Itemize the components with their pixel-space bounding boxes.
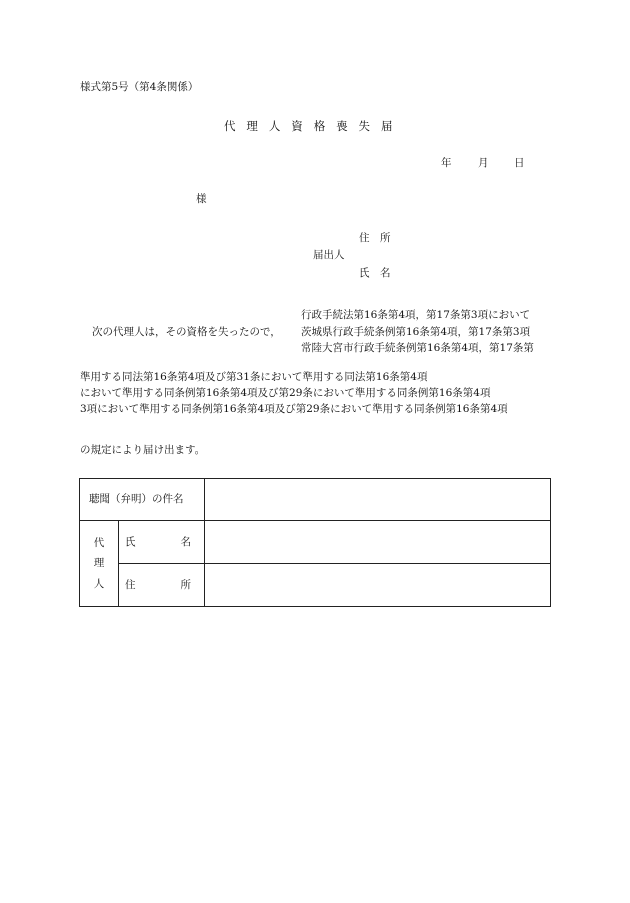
applicant-label: 届出人	[313, 249, 345, 261]
law-reference-line: 常陸大宮市行政手続条例第16条第4項，第17条第	[301, 342, 534, 354]
agent-name-field[interactable]	[205, 521, 551, 564]
form-number: 様式第5号（第4条関係）	[80, 81, 199, 93]
applicant-name-label: 氏 名	[359, 267, 391, 279]
agent-name-label: 氏 名	[119, 521, 205, 564]
hearing-subject-field[interactable]	[205, 479, 551, 521]
date-year-label: 年	[441, 157, 452, 169]
agent-address-label: 住 所	[119, 564, 205, 607]
agent-address-field[interactable]	[205, 564, 551, 607]
body-continuation-line: 3項において準用する同条例第16条第4項及び第29条において準用する同条例第16条第4項	[80, 403, 508, 415]
law-reference-line: 茨城県行政手続条例第16条第4項，第17条第3項	[301, 326, 531, 338]
applicant-address-label: 住 所	[359, 232, 391, 244]
body-lead-text: 次の代理人は，その資格を失ったので，	[92, 326, 281, 338]
hearing-subject-label: 聴聞（弁明）の件名	[80, 479, 205, 521]
addressee-suffix: 様	[196, 193, 207, 205]
body-continuation-line: 準用する同法第16条第4項及び第31条において準用する同法第16条第4項	[80, 371, 428, 383]
closing-text: の規定により届け出ます。	[80, 444, 206, 456]
agent-table	[79, 478, 551, 607]
law-reference-line: 行政手続法第16条第4項，第17条第3項において	[301, 309, 531, 321]
agent-label: 代 理 人	[80, 521, 119, 607]
date-day-label: 日	[514, 157, 525, 169]
form-title: 代理人資格喪失届	[224, 119, 404, 133]
date-month-label: 月	[478, 157, 489, 169]
body-continuation-line: において準用する同条例第16条第4項及び第29条において準用する同条例第16条第4項	[80, 387, 491, 399]
